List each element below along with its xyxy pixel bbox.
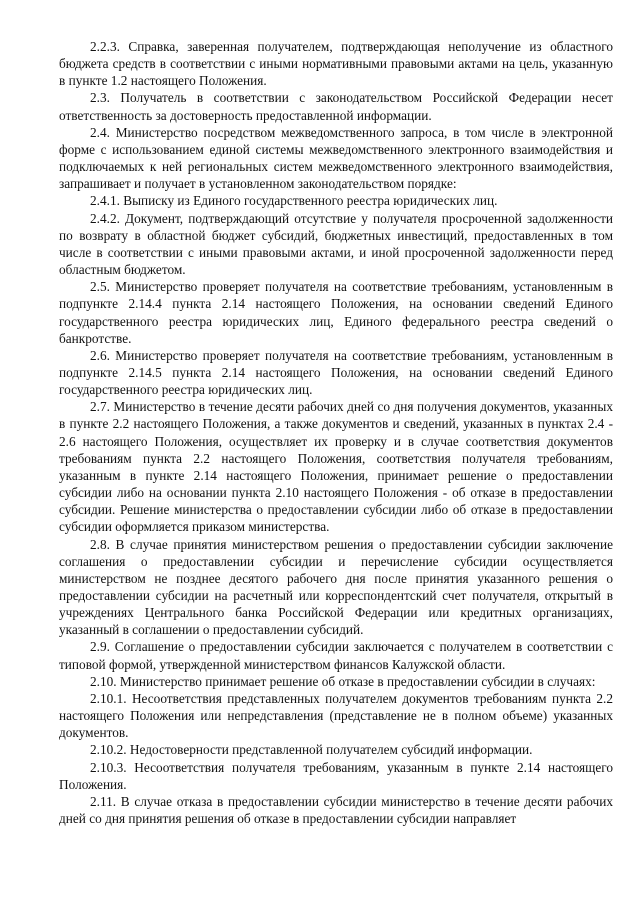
paragraph-2-5: 2.5. Министерство проверяет получателя на соответствие требованиям, установленным в подпункте 2.14.4 пункта 2.14 настоящего Положения, на основании сведений Единого государственного реестра юридических лиц, Единого федерального реестра сведений о банкротстве. xyxy=(59,279,613,346)
paragraph-2-10-2: 2.10.2. Недостоверности представленной получателем субсидий информации. xyxy=(90,742,533,758)
paragraph-2-9: 2.9. Соглашение о предоставлении субсидии заключается с получателем в соответствии с типовой формой, утвержденной министерством финансов Калужской области. xyxy=(59,639,613,672)
paragraph-2-4-2: 2.4.2. Документ, подтверждающий отсутствие у получателя просроченной задолженности по возврату в областной бюджет субсидий, бюджетных инвестиций, предоставленных в том числе в соответствии с иными правовыми актами, и иной просроченной задолженности перед областным бюджетом. xyxy=(59,210,613,278)
paragraph-2-11: 2.11. В случае отказа в предоставлении субсидии министерство в течение десяти рабочих дней со дня принятия решения об отказе в предоставлении субсидии направляет xyxy=(59,793,613,827)
document-body xyxy=(59,38,613,827)
paragraph-2-7: 2.7. Министерство в течение десяти рабочих дней со дня получения документов, указанных в пункте 2.2 настоящего Положения, а также документов и сведений, указанных в пунктах 2.4 - 2.6 настоящего Положения, осуществляет их проверку и в случае соответствия документов требованиям пункта 2.2 настоящего Положения, соответствия получателя требованиям, указанным в пункте 2.14 настоящего Положения, принимает решение о предоставлении субсидии либо на основании пункта 2.10 настоящего Положения - об отказе в предоставлении субсидии. Решение министерства о предоставлении субсидии либо об отказе в предоставлении субсидии оформляется приказом министерства. xyxy=(59,399,613,535)
paragraph-2-10-1: 2.10.1. Несоответствия представленных получателем документов требованиям пункта 2.2 настоящего Положения или непредставления (представление не в полном объеме) указанных документов. xyxy=(59,690,613,741)
paragraph-2-4: 2.4. Министерство посредством межведомственного запроса, в том числе в электронной форме с использованием единой системы межведомственного электронного взаимодействия и подключаемых к ней региональных систем межведомственного электронного взаимодействия, запрашивает и получает в установленном законодательством порядке: xyxy=(59,124,613,192)
paragraph-2-8: 2.8. В случае принятия министерством решения о предоставлении субсидии заключение соглашения о предоставлении субсидии и перечисление субсидии осуществляется министерством не позднее десятого рабочего дня после принятия указанного решения о предоставлении субсидии на расчетный или корреспондентский счет получателя, открытый в учреждениях Центрального банка Российской Федерации или кредитных организациях, указанный в соглашении о предоставлении субсидий. xyxy=(59,536,613,638)
paragraph-2-10-3: 2.10.3. Несоответствия получателя требованиям, указанным в пункте 2.14 настоящего Положения. xyxy=(59,759,613,792)
paragraph-2-6: 2.6. Министерство проверяет получателя на соответствие требованиям, установленным в подпункте 2.14.5 пункта 2.14 настоящего Положения, на основании сведений Единого государственного реестра юридических лиц. xyxy=(59,347,613,398)
paragraph-2-10: 2.10. Министерство принимает решение об отказе в предоставлении субсидии в случаях: xyxy=(90,673,596,689)
paragraph-2-4-1: 2.4.1. Выписку из Единого государственного реестра юридических лиц. xyxy=(90,193,498,209)
paragraph-2-3: 2.3. Получатель в соответствии с законодательством Российской Федерации несет ответственность за достоверность предоставленной информации. xyxy=(59,90,613,123)
paragraph-2-2-3: 2.2.3. Справка, заверенная получателем, подтверждающая неполучение из областного бюджета средств в соответствии с иными нормативными правовыми актами на цель, указанную в пункте 1.2 настоящего Положения. xyxy=(59,39,613,89)
